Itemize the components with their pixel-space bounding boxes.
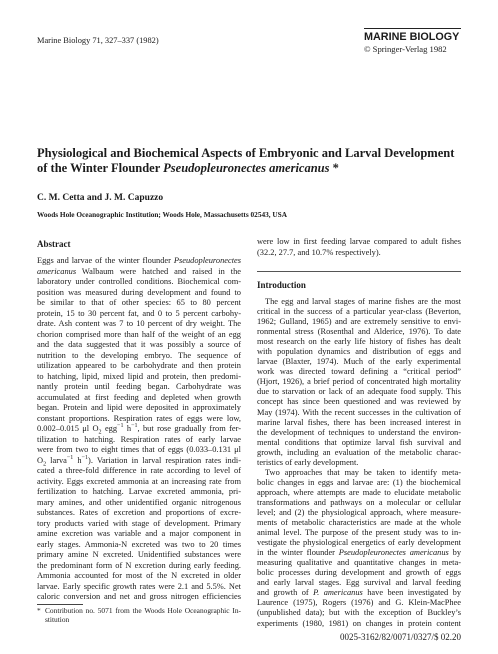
italic-run: Pseudopleuronectes americanus (338, 548, 449, 558)
introduction-line: due to starvation or lack of an adequate food supply. This (257, 387, 461, 397)
introduction-line: work was directed toward defining a “critical period” (257, 367, 461, 377)
journal-name: MARINE BIOLOGY (364, 31, 460, 43)
introduction-heading: Introduction (257, 280, 306, 290)
abstract-line: to hatching, lipid, mixed lipid and protein, then predomi- (37, 371, 241, 381)
abstract-line: substances. Rates of excretion and proportions of excre- (37, 508, 241, 517)
introduction-line: most research on the early life history of fishes has dealt (257, 337, 461, 347)
introduction-line: concept has since been questioned and was reviewed by (257, 397, 461, 407)
title-footnote-mark: * (329, 161, 339, 175)
text-run: have been investigated by (362, 588, 462, 598)
introduction-line: ronmental stress (Rosenthal and Alderice, 1976). To date (257, 327, 461, 337)
title-text: of the Winter Flounder (37, 161, 164, 175)
footnote-line: Contribution no. 5071 from the Woods Hole Oceanographic In- (45, 606, 241, 615)
superscript: −1 (131, 423, 138, 430)
abstract-line: were from two to eight times that of eggs (0.033–0.131 μl (37, 445, 241, 454)
introduction-line: Two approaches that may be taken to identify meta- (265, 467, 461, 477)
introduction-line: mental conditions that optimize larval fish survival and (257, 437, 461, 447)
introduction-line: critical in the success of a particular year-class (Beverton, (257, 307, 461, 317)
abstract-line: mary amines, and other unidentified organic nitrogenous (37, 497, 241, 507)
abstract-line: drate. Ash content was 7 to 10 percent of dry weight. The (37, 319, 241, 328)
abstract-line: primary amine N excreted. Unidentified substances were (37, 550, 241, 559)
introduction-line: growth, including an evaluation of the metabolic charac- (257, 447, 461, 457)
introduction-line (257, 548, 461, 558)
abstract-line (37, 256, 241, 267)
abstract-line: caloric conversion and net and gross nitrogen efficiencies (37, 592, 241, 601)
text-run: in the winter flounder (257, 548, 339, 558)
abstract-line (37, 424, 241, 435)
abstract-body (37, 256, 241, 603)
superscript: −1 (117, 423, 124, 430)
text-run: h (73, 455, 82, 465)
introduction-line: (Hjort, 1926), a brief period of concentrated high mortality (257, 377, 461, 387)
author-affiliation: Woods Hole Oceanographic Institution; Woods Hole, Massachusetts 02543, USA (37, 210, 288, 219)
text-run: O (37, 455, 44, 465)
abstract-line: chorion comprised more than half of the weight of an egg (37, 329, 241, 339)
title-species-name: Pseudopleuronectes americanus (163, 161, 330, 175)
abstract-line: early stages. Ammonia-N excreted was two to 20 times (37, 539, 241, 549)
abstract-line: were low in first feeding larvae compared to adult fishes (257, 237, 461, 246)
introduction-line (257, 588, 461, 598)
footnote-mark: * (37, 606, 41, 615)
italic-run: americanus (37, 266, 77, 276)
introduction-line: and early larval stages. Egg survival and larval feeding (257, 578, 461, 588)
abstract-line (37, 456, 241, 467)
abstract-line: nantly protein until feeding began. Carbohydrate was (37, 382, 241, 391)
text-run: larva (46, 455, 67, 465)
introduction-line: vestigate the physiological energetics of early development (257, 538, 461, 548)
superscript: −1 (66, 454, 74, 461)
abstract-line: larvae. Early specific growth rates were 2.1 and 5.5%. Net (37, 581, 241, 591)
copyright-notice: © Springer-Verlag 1982 (364, 44, 447, 54)
text-run: and growth of (257, 588, 314, 598)
introduction-line: the development of techniques to understand the environ- (257, 427, 461, 437)
abstract-line: fertilization to hatching. Larvae excreted ammonia, pri- (37, 487, 241, 496)
introduction-line: Laurence (1975), Rogers (1976) and G. Klein-MacPhee (257, 598, 461, 608)
italic-run: P. americanus (313, 588, 363, 598)
text-run: by (448, 548, 462, 558)
article-code: 0025-3162/82/0071/0327/$ 02.20 (340, 632, 461, 642)
abstract-line: accumulated at first feeding and depleted when growth (37, 392, 241, 402)
abstract-line: tilization to hatching. Respiration rates of early larvae (37, 434, 241, 444)
introduction-line: (unpublished data); but with the exception of Buckley’s (257, 608, 461, 618)
abstract-line: cated a three-fold difference in rate according to level of (37, 466, 241, 475)
introduction-line: experiments (1980, 1981) on changes in protein content (257, 618, 461, 628)
text-run: Eggs and larvae of the winter flounder (37, 256, 174, 265)
abstract-line (37, 267, 241, 278)
introduction-body (257, 297, 461, 629)
abstract-heading: Abstract (37, 239, 71, 249)
introduction-line: animal level. The purpose of the present study was to in- (257, 528, 461, 538)
title-line (37, 161, 454, 176)
italic-run: Pseudopleuronectes (173, 256, 241, 265)
superscript: −1 (81, 454, 89, 461)
title-line: Physiological and Biochemical Aspects of Embryonic and Larval Development (37, 146, 455, 160)
abstract-line: activity. Eggs excreted ammonia at an increasing rate from (37, 476, 241, 486)
introduction-line: larvae (Blaxter, 1974). Much of the early experimental (257, 357, 461, 367)
subscript: 2 (43, 461, 47, 468)
text-run: 0.002–0.015 μl O (37, 424, 99, 433)
abstract-line: and the data suggested that it was possibly a source of (37, 340, 241, 349)
text-run: h (123, 424, 132, 433)
abstract-line: nutrition to the developing embryo. The sequence of (37, 350, 241, 360)
footnote (37, 606, 241, 624)
abstract-line: began. Protein and lipid were deposited in approximately (37, 403, 241, 412)
introduction-line: bolic processes during development and growth of eggs (257, 568, 461, 578)
subscript: 2 (98, 429, 102, 436)
introduction-line: measuring qualitative and quantitative changes in meta- (257, 558, 461, 568)
introduction-line: marine larval fishes, there has been increased interest in (257, 417, 461, 427)
abstract-line: tory products varied with stage of development. Primary (37, 518, 241, 528)
abstract-line: be similar to that of other species: 65 to 80 percent (37, 298, 241, 307)
journal-citation: Marine Biology 71, 327–337 (1982) (37, 36, 159, 45)
introduction-line: transformations and pathways on a molecular or cellular (257, 497, 461, 507)
abstract-line: the predominant form of N excretion during early feeding. (37, 560, 241, 570)
introduction-line: May (1974). With the recent successes in the cultivation of (257, 407, 461, 417)
text-run: egg (101, 424, 118, 433)
abstract-body-continued (257, 237, 461, 258)
text-run: , but rose gradually from fer- (137, 424, 242, 433)
text-run: ). Variation in larval respiration rates indi- (88, 455, 241, 465)
introduction-line: level; and (2) the physiological approach, where measure- (257, 507, 461, 517)
introduction-line: bolic changes in eggs and larvae are: (1) the biochemical (257, 477, 461, 487)
abstract-line: laboratory under controlled conditions. Biochemical com- (37, 277, 241, 286)
introduction-line: with population dynamics and distribution of eggs and (257, 347, 461, 357)
introduction-line: The egg and larval stages of marine fishes are the most (265, 297, 461, 306)
author-list: C. M. Cetta and J. M. Capuzzo (37, 193, 164, 203)
journal-brand (364, 28, 461, 54)
introduction-line: ments of metabolic characteristics are made at the whole (257, 518, 461, 528)
abstract-line: utilization appeared to be carbohydrate and then protein (37, 361, 241, 370)
abstract-line: (32.2, 27.7, and 10.7% respectively). (257, 247, 381, 257)
section-divider (257, 271, 461, 272)
introduction-line: approach, where attempts are made to elucidate metabolic (257, 487, 461, 497)
abstract-line: Ammonia accounted for most of the N excreted in older (37, 571, 241, 580)
introduction-line: 1962; Gulland, 1965) and are extremely sensitive to envi- (257, 317, 461, 327)
introduction-line: teristics of early development. (257, 457, 359, 467)
abstract-line: amine excretion was variable and a major component in (37, 529, 241, 538)
footnote-divider (37, 604, 83, 605)
abstract-line: protein, 15 to 30 percent fat, and 0 to 5 percent carbohy- (37, 308, 241, 318)
abstract-line: position was measured during development and found to (37, 287, 241, 297)
footnote-text (45, 606, 241, 624)
abstract-line: constant proportions. Respiration rates of eggs were low, (37, 413, 241, 423)
article-title (37, 146, 454, 176)
text-run: Walbaum were hatched and raised in the (76, 266, 241, 276)
footnote-line: stitution (45, 615, 70, 625)
